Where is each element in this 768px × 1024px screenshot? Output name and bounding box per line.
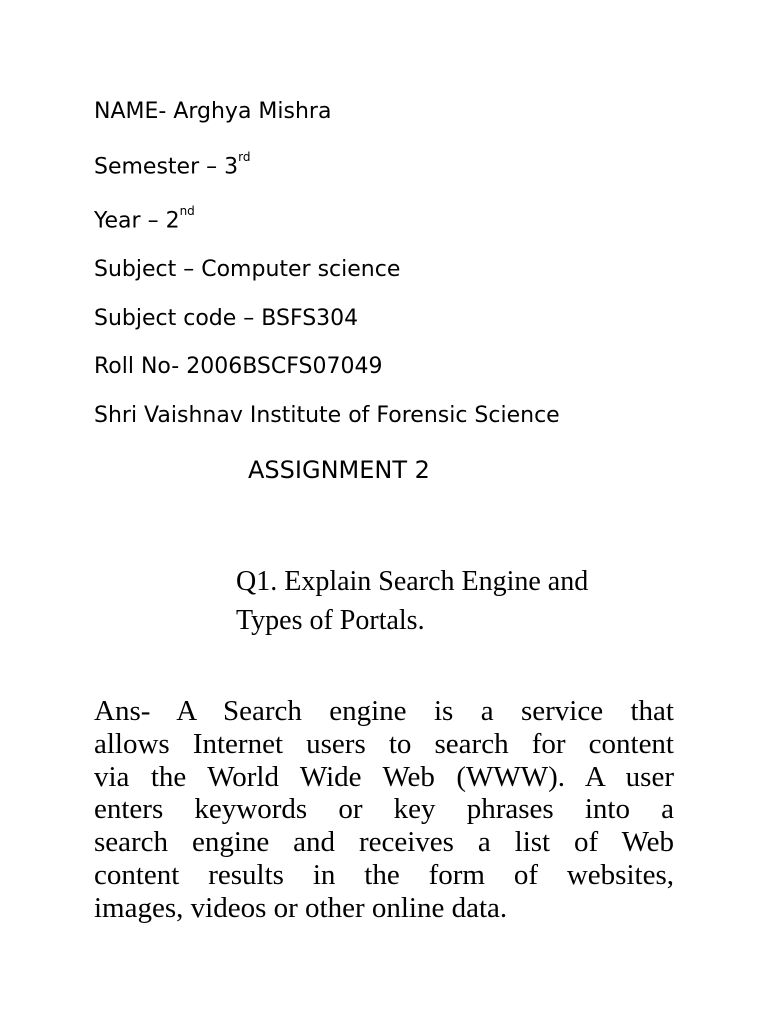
institute-line: Shri Vaishnav Institute of Forensic Science bbox=[94, 402, 560, 428]
answer-line: enters keywords or key phrases into a bbox=[94, 793, 674, 826]
semester-line bbox=[94, 137, 714, 192]
student-details bbox=[94, 88, 714, 440]
year-suffix: nd bbox=[179, 204, 195, 219]
year-label: Year – 2 bbox=[94, 208, 180, 234]
question-line-1: Q1. Explain Search Engine and bbox=[236, 566, 589, 597]
answer-paragraph bbox=[94, 695, 674, 925]
answer-line: content results in the form of websites, bbox=[94, 858, 674, 891]
student-name: NAME- Arghya Mishra bbox=[94, 99, 332, 124]
assignment-title: ASSIGNMENT 2 bbox=[248, 456, 430, 484]
answer-line: search engine and receives a list of Web bbox=[94, 826, 674, 859]
question-line-2: Types of Portals. bbox=[236, 605, 425, 636]
semester-suffix: rd bbox=[238, 149, 251, 164]
semester-label: Semester – 3 bbox=[94, 153, 239, 179]
answer-line: via the World Wide Web (WWW). A user bbox=[94, 760, 674, 793]
answer-line: Ans- A Search engine is a service that bbox=[94, 695, 674, 727]
year-line bbox=[94, 191, 714, 246]
roll-number-line: Roll No- 2006BSCFS07049 bbox=[94, 354, 383, 380]
answer-line: allows Internet users to search for content bbox=[94, 727, 674, 760]
subject-line: Subject – Computer science bbox=[94, 257, 401, 283]
subject-code-line: Subject code – BSFS304 bbox=[94, 305, 359, 331]
answer-line: images, videos or other online data. bbox=[94, 891, 508, 924]
question-block bbox=[236, 562, 696, 640]
